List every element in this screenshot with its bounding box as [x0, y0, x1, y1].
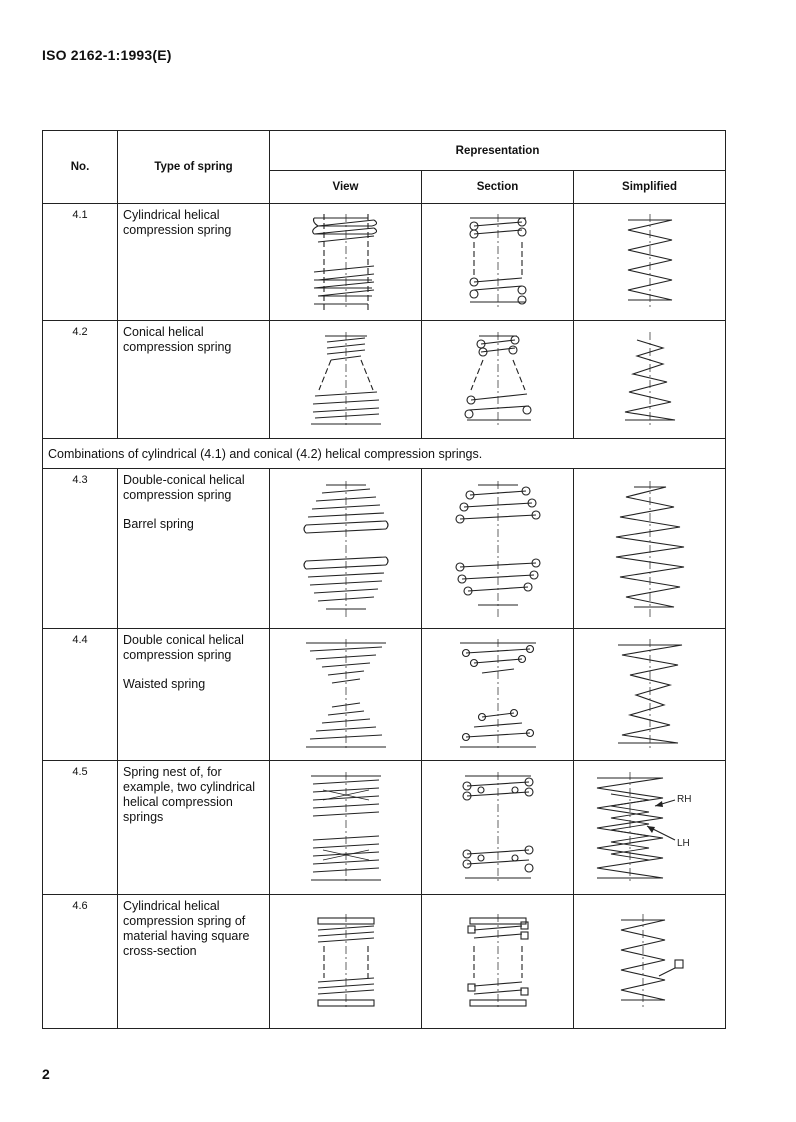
- row-number: 4.4: [43, 629, 118, 761]
- section-figure-cell: [422, 629, 574, 761]
- spring-nest-view-figure: [301, 770, 391, 886]
- column-header-no: No.: [43, 131, 118, 204]
- simplified-figure-cell: [574, 204, 726, 321]
- barrel-spring-section-figure: [448, 479, 548, 619]
- page-number: 2: [42, 1066, 50, 1082]
- spring-type-cell: [118, 469, 270, 629]
- column-header-section: Section: [422, 171, 574, 204]
- conical-spring-view-figure: [301, 330, 391, 430]
- conical-spring-simplified-figure: [605, 330, 695, 430]
- table-row: [43, 439, 726, 469]
- column-header-view: View: [270, 171, 422, 204]
- cylindrical-spring-view-figure: [306, 212, 386, 312]
- square-section-spring-section-figure: [458, 912, 538, 1012]
- conical-spring-section-figure: [453, 330, 543, 430]
- lh-annotation: LH: [676, 837, 690, 849]
- square-section-symbol: [675, 960, 683, 968]
- spring-type-cell: [118, 761, 270, 895]
- section-figure-cell: [422, 761, 574, 895]
- waisted-spring-view-figure: [296, 637, 396, 753]
- view-figure-cell: [270, 895, 422, 1029]
- table-row: [43, 895, 726, 1029]
- spring-type-label: Cylindrical helical compression spring: [123, 208, 232, 237]
- row-number: 4.6: [43, 895, 118, 1029]
- view-figure-cell: [270, 469, 422, 629]
- spring-nest-section-figure: [453, 770, 543, 886]
- column-header-representation: Representation: [270, 131, 726, 171]
- spring-type-sublabel: Barrel spring: [123, 517, 194, 531]
- cylindrical-spring-simplified-figure: [610, 212, 690, 312]
- simplified-figure-cell: [574, 761, 726, 895]
- simplified-figure-cell: [574, 469, 726, 629]
- spring-type-label: Double conical helical compression spring: [123, 633, 244, 662]
- spring-type-cell: [118, 629, 270, 761]
- row-number: 4.2: [43, 321, 118, 439]
- simplified-figure-cell: [574, 321, 726, 439]
- spring-type-label: Spring nest of, for example, two cylindrical helical compression springs: [123, 765, 255, 824]
- rh-annotation: RH: [676, 793, 691, 805]
- section-figure-cell: [422, 895, 574, 1029]
- barrel-spring-simplified-figure: [600, 479, 700, 619]
- spring-type-cell: [118, 321, 270, 439]
- table-row: [43, 629, 726, 761]
- spring-type-sublabel: Waisted spring: [123, 677, 206, 691]
- column-header-simplified: Simplified: [574, 171, 726, 204]
- waisted-spring-section-figure: [448, 637, 548, 753]
- spring-type-cell: [118, 895, 270, 1029]
- simplified-figure-cell: [574, 895, 726, 1029]
- section-figure-cell: [422, 469, 574, 629]
- view-figure-cell: [270, 321, 422, 439]
- spring-nest-simplified-figure: [585, 770, 715, 886]
- column-header-type: Type of spring: [118, 131, 270, 204]
- table-row: [43, 204, 726, 321]
- spring-type-label: Conical helical compression spring: [123, 325, 232, 354]
- section-figure-cell: [422, 204, 574, 321]
- simplified-figure-cell: [574, 629, 726, 761]
- view-figure-cell: [270, 204, 422, 321]
- square-section-spring-view-figure: [306, 912, 386, 1012]
- document-header: ISO 2162-1:1993(E): [42, 47, 172, 63]
- row-number: 4.3: [43, 469, 118, 629]
- spring-type-cell: [118, 204, 270, 321]
- view-figure-cell: [270, 761, 422, 895]
- table-row: [43, 469, 726, 629]
- section-figure-cell: [422, 321, 574, 439]
- combination-note: Combinations of cylindrical (4.1) and conical (4.2) helical compression springs.: [43, 439, 726, 469]
- row-number: 4.5: [43, 761, 118, 895]
- barrel-spring-view-figure: [296, 479, 396, 619]
- waisted-spring-simplified-figure: [600, 637, 700, 753]
- spring-type-label: Cylindrical helical compression spring of material having square cross-section: [123, 899, 250, 958]
- row-number: 4.1: [43, 204, 118, 321]
- spring-type-label: Double-conical helical compression spring: [123, 473, 245, 502]
- cylindrical-spring-section-figure: [458, 212, 538, 312]
- view-figure-cell: [270, 629, 422, 761]
- spring-representation-table: [42, 130, 726, 1029]
- square-section-spring-simplified-figure: [605, 912, 695, 1012]
- table-row: [43, 761, 726, 895]
- table-row: [43, 321, 726, 439]
